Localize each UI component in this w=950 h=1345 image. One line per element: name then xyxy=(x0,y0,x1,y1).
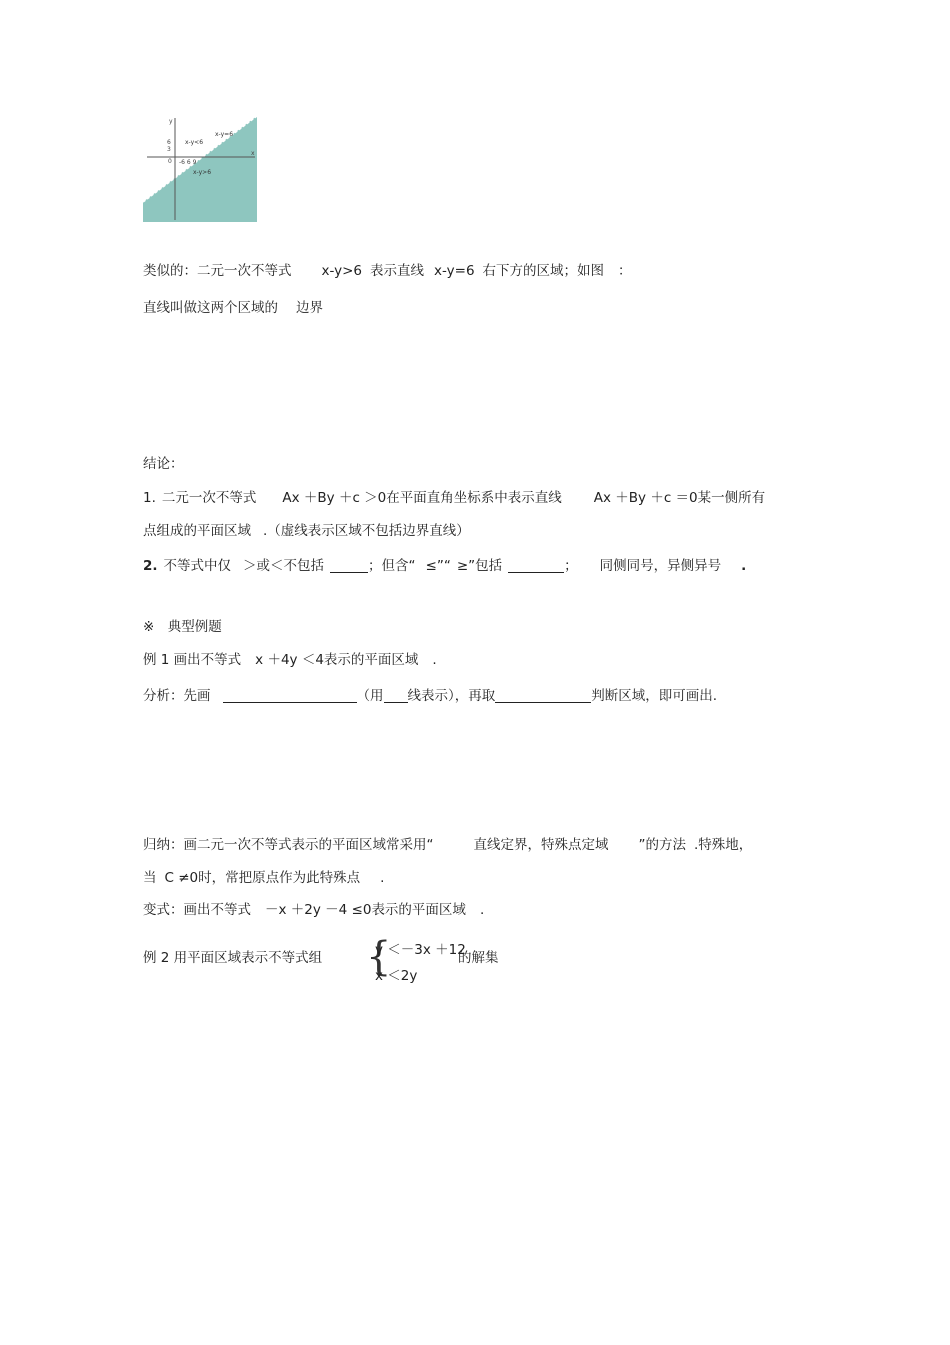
example-2-suffix: 的解集 xyxy=(458,950,499,966)
analysis-text-a: 分析：先画 xyxy=(143,688,211,704)
item1-text-c: 某一侧所有 xyxy=(697,490,766,506)
induction-line-2 xyxy=(143,868,384,888)
item2-text-c: ； xyxy=(564,558,578,574)
similar-inequality: x-y>6 xyxy=(321,263,363,279)
item2-ge-symbol: ≥”包括 xyxy=(456,558,503,574)
item2-dot: . xyxy=(741,558,747,574)
analysis-line xyxy=(143,686,717,706)
item2-text-a: 不等式中仅 xyxy=(163,558,232,574)
variant-text-b: 表示的平面区域 xyxy=(371,902,466,918)
similar-suffix: 右下方的区域；如图 xyxy=(482,263,605,279)
induction-text-d: .特殊地， xyxy=(694,837,753,853)
ex1-inequality: x ＋4y ＜4 xyxy=(255,652,324,668)
boundary-text: 直线叫做这两个区域的 xyxy=(143,300,278,316)
variant-line xyxy=(143,900,484,920)
upper-region-label: x-y<6 xyxy=(185,139,204,146)
region-graph-figure xyxy=(143,116,257,222)
item1-number: 1. xyxy=(143,490,156,506)
blank-5[interactable] xyxy=(495,688,591,703)
analysis-text-b: （用 xyxy=(356,688,384,704)
tick-label-6: 6 xyxy=(167,139,171,146)
item1-text-a: 二元一次不等式 xyxy=(161,490,257,506)
item1-line-equation: Ax ＋By ＋c ＝0 xyxy=(593,490,698,506)
induction-line-1 xyxy=(143,835,752,855)
conclusion-label: 结论： xyxy=(143,456,184,472)
lower-region-label: x-y>6 xyxy=(193,169,212,176)
analysis-text-c: 线表示），再取 xyxy=(407,688,496,704)
boundary-statement xyxy=(143,298,323,318)
induction-line2-a: 当 xyxy=(143,870,157,886)
item2-strict-symbols: ＞或＜不包括 xyxy=(243,558,325,574)
y-axis-label: y xyxy=(169,118,173,125)
induction-method: 直线定界，特殊点定域 xyxy=(473,837,609,853)
item1-cont-b: .（虚线表示区域不包括边界直线） xyxy=(263,523,470,539)
similar-line-equation: x-y=6 xyxy=(434,263,475,279)
item1-text-b: 在平面直角坐标系中表示直线 xyxy=(386,490,562,506)
example-1 xyxy=(143,650,437,670)
item1-cont-a: 点组成的平面区域 xyxy=(143,523,251,539)
ex1-text-a: 例 1 画出不等式 xyxy=(143,652,242,668)
conclusion-item-1 xyxy=(143,488,765,508)
system-brace: { xyxy=(366,934,392,980)
region-graph xyxy=(143,116,257,222)
variant-text-a: 变式：画出不等式 xyxy=(143,902,251,918)
induction-line2-b: 时，常把原点作为此特殊点 xyxy=(198,870,361,886)
item2-number: 2. xyxy=(143,558,158,574)
item2-le-symbol: ≤”“ xyxy=(425,558,451,574)
similar-colon: ： xyxy=(618,263,632,279)
ex1-text-b: 表示的平面区域 xyxy=(323,652,419,668)
example-2-text: 例 2 用平面区域表示不等式组 xyxy=(143,950,323,966)
item1-inequality: Ax ＋By ＋c ＞0 xyxy=(282,490,387,506)
examples-header: ※ 典型例题 xyxy=(143,619,222,635)
boundary-term: 边界 xyxy=(296,300,323,316)
blank-4[interactable] xyxy=(384,688,408,703)
similar-mid-text: 表示直线 xyxy=(370,263,425,279)
similar-statement xyxy=(143,261,632,281)
blank-1[interactable] xyxy=(330,558,368,573)
conclusion-item-1-cont xyxy=(143,521,470,541)
induction-condition: C ≠0 xyxy=(164,870,199,886)
conclusion-item-2 xyxy=(143,556,746,576)
induction-text-c: ”的方法 xyxy=(638,837,686,853)
x-tick-labels: -6 6 9 xyxy=(179,159,197,166)
tick-label-3: 3 xyxy=(167,146,171,153)
item2-text-b: ；但含“ xyxy=(368,558,416,574)
analysis-text-d: 判断区域，即可画出. xyxy=(591,688,718,704)
similar-prefix: 类似的：二元一次不等式 xyxy=(143,263,292,279)
induction-line2-dot: . xyxy=(380,870,385,886)
item2-text-d: 同侧同号，异侧异号 xyxy=(599,558,722,574)
system-row-2: x ＜2y xyxy=(375,968,418,984)
variant-inequality: －x ＋2y －4 ≤0 xyxy=(265,902,372,918)
blank-3[interactable] xyxy=(223,688,357,703)
origin-label: 0 xyxy=(168,158,172,165)
blank-2[interactable] xyxy=(508,558,564,573)
ex1-dot: . xyxy=(432,652,437,668)
induction-text-a: 归纳：画二元一次不等式表示的平面区域常采用“ xyxy=(143,837,434,853)
variant-dot: . xyxy=(479,902,485,918)
x-axis-label: x xyxy=(251,150,255,157)
boundary-line-label: x-y=6 xyxy=(215,131,234,138)
system-row-1: y ＜－3x ＋12 xyxy=(375,942,466,958)
